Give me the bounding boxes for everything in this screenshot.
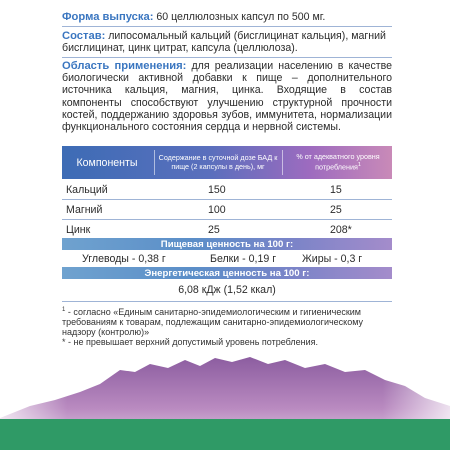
nutrition-fats: Жиры - 0,3 г [302, 253, 363, 265]
table-row [62, 180, 392, 199]
cell-percent: 15 [330, 183, 342, 196]
composition [62, 30, 392, 54]
energy-value: 6,08 кДж (1,52 ккал) [178, 284, 276, 296]
cell-name: Цинк [66, 223, 91, 236]
release-form-text: 60 целлюлозных капсул по 500 мг. [153, 11, 326, 23]
cell-dose: 150 [208, 183, 226, 196]
footnote-1 [62, 305, 392, 338]
cell-percent: 25 [330, 203, 342, 216]
release-form [62, 11, 392, 23]
table-header [62, 146, 392, 179]
header-separator [282, 150, 283, 175]
nutrition-proteins: Белки - 0,19 г [210, 253, 277, 265]
header-percent-text: % от адекватного уровня потребления [296, 152, 380, 172]
cell-dose: 25 [208, 223, 220, 236]
energy-row [62, 281, 392, 299]
mountain-landscape [0, 340, 450, 450]
cell-name: Магний [66, 203, 103, 216]
nutrition-carbs: Углеводы - 0,38 г [82, 253, 166, 265]
header-components: Компоненты [76, 156, 138, 169]
nutrition-title: Пищевая ценность на 100 г: [62, 238, 392, 250]
divider [62, 26, 392, 27]
release-form-label: Форма выпуска: [62, 11, 154, 23]
table-row [62, 200, 392, 219]
header-daily-dose: Содержание в суточной дозе БАД к пище (2 капсулы в день), мг [158, 153, 278, 171]
divider [62, 57, 392, 58]
green-ground [0, 419, 450, 450]
cell-name: Кальций [66, 183, 108, 196]
cell-percent: 208* [330, 223, 352, 236]
footnote-1-text: - согласно «Единым санитарно-эпидемиологическим и гигиеническим требованиям к товарам, подлежащим санитарно-эпидемиологическому надзору (контролю)» [62, 307, 363, 338]
composition-label: Состав: [62, 30, 106, 42]
application-text: для реализации населению в качестве биологически активной добавки к пище – дополнительного источника кальция, магния, цинка. Входящие в состав компоненты способствуют улучшению структурной прочности костей, поддержанию здоровья зубов, иммунитета, нормализации функционального состояния сердца и нервной системы. [62, 60, 392, 134]
header-percent-sup: 1 [357, 162, 361, 169]
composition-text: липосомальный кальций (бисглицинат кальция), магний бисглицинат, цинк цитрат, капсула (целлюлоза). [62, 30, 386, 55]
header-percent [284, 146, 392, 179]
cell-dose: 100 [208, 203, 226, 216]
nutrition-row [62, 251, 392, 267]
application-label: Область применения: [62, 60, 187, 72]
application-area [62, 60, 392, 133]
footnote-sup: 1 [62, 307, 66, 313]
table-row [62, 220, 392, 239]
energy-title: Энергетическая ценность на 100 г: [62, 267, 392, 279]
header-separator [154, 150, 155, 175]
divider [62, 301, 392, 302]
